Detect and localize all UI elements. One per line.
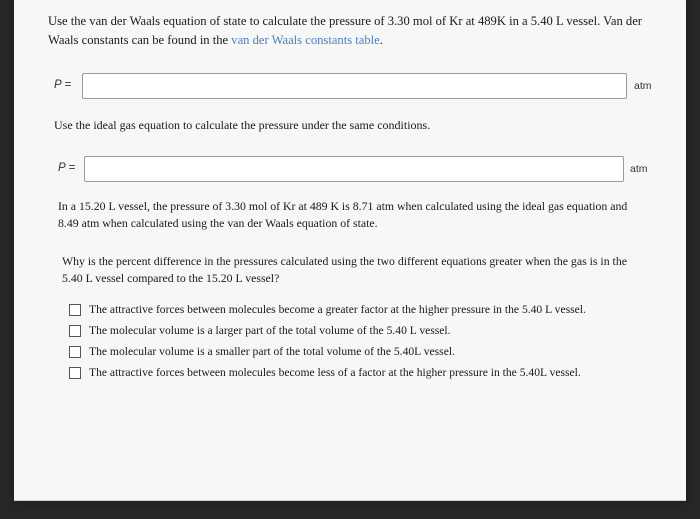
answer-choices (67, 299, 637, 383)
van-der-waals-constants-link[interactable]: van der Waals constants table (231, 33, 380, 47)
unit-label-1: atm (634, 80, 652, 92)
choice-4[interactable] (67, 362, 637, 383)
question-1-text-start: Use the van der Waals equation of state to calculate the pressure of 3.30 mol of Kr at 489K in a 5.40 L vessel. Van der Waals constants can be found in the (48, 14, 642, 47)
info-text: In a 15.20 L vessel, the pressure of 3.30 mol of Kr at 489 K is 8.71 atm when calculated using the ideal gas equation and 8.49 atm when calculated using the van der Waals equation of state. (58, 199, 628, 230)
answer-row-1 (14, 73, 686, 99)
choice-1[interactable] (67, 299, 637, 320)
unit-label-2: atm (630, 163, 648, 175)
checkbox-4[interactable] (69, 367, 81, 379)
question-3-text: Why is the percent difference in the pressures calculated using the two different equations greater when the gas is in the 5.40 L vessel compared to the 15.20 L vessel? (62, 254, 627, 285)
question-1-text (48, 12, 673, 50)
choice-4-label: The attractive forces between molecules become less of a factor at the higher pressure in the 5.40L vessel. (89, 366, 581, 379)
choice-3-label: The molecular volume is a smaller part of the total volume of the 5.40L vessel. (89, 345, 455, 358)
p-label-1: P = (54, 79, 72, 91)
checkbox-1[interactable] (69, 304, 81, 316)
answer-row-2 (14, 156, 686, 182)
choice-2[interactable] (67, 320, 637, 341)
p-label-2: P = (58, 162, 76, 174)
choice-3[interactable] (67, 341, 637, 362)
checkbox-3[interactable] (69, 346, 81, 358)
pressure-input-vdw[interactable] (82, 73, 627, 99)
checkbox-2[interactable] (69, 325, 81, 337)
question-page (14, 0, 686, 501)
question-2-text: Use the ideal gas equation to calculate the pressure under the same conditions. (54, 118, 431, 132)
choice-1-label: The attractive forces between molecules become a greater factor at the higher pressure in the 5.40 L vessel. (89, 303, 586, 316)
question-1-text-end: . (379, 33, 383, 47)
choice-2-label: The molecular volume is a larger part of the total volume of the 5.40 L vessel. (89, 324, 451, 337)
pressure-input-ideal[interactable] (84, 156, 624, 182)
